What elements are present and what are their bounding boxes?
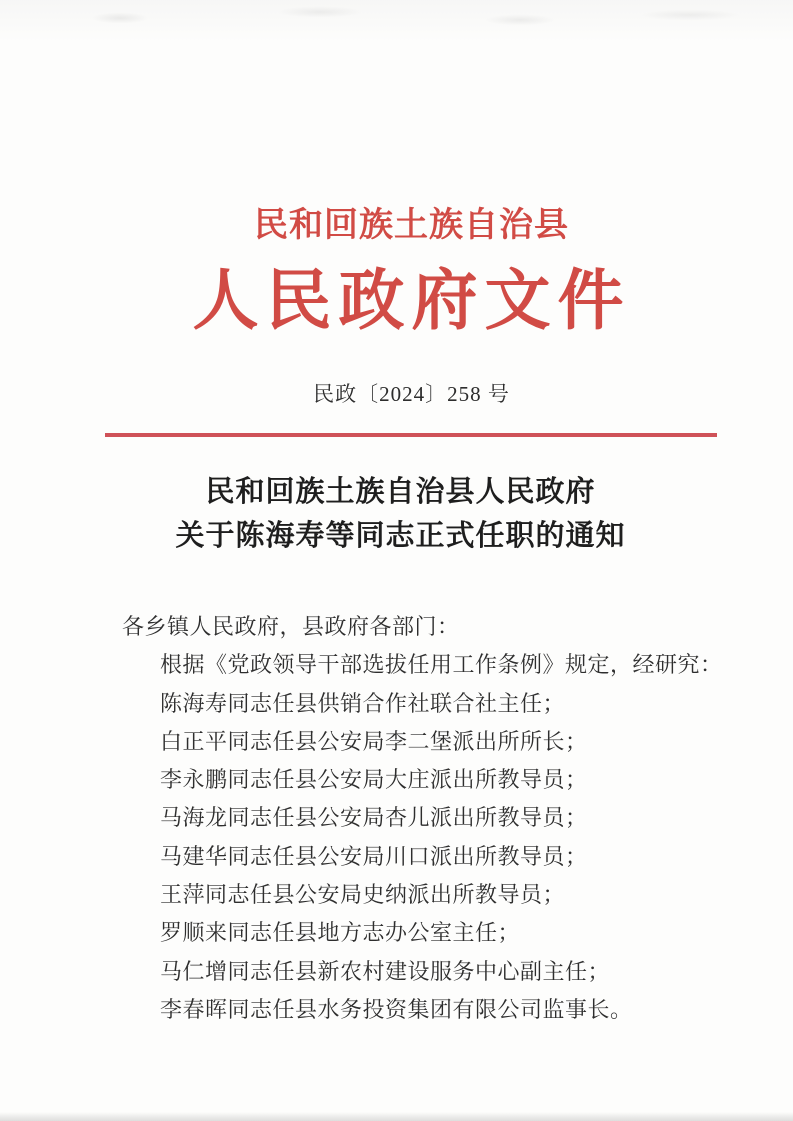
appointment-line: 马海龙同志任县公安局杏儿派出所教导员； [160,805,588,831]
document-header [15,0,793,407]
notice-body [122,608,738,1029]
appointment-line: 白正平同志任县公安局李二堡派出所所长； [160,728,588,754]
basis-line: 根据《党政领导干部选拔任用工作条例》规定，经研究： [160,652,723,678]
appointment-line: 罗顺来同志任县地方志办公室主任； [160,920,521,946]
appointment-line: 马建华同志任县公安局川口派出所教导员； [160,843,588,869]
appointment-line: 王萍同志任县公安局史纳派出所教导员； [160,882,566,908]
header-divider-rule [105,433,717,437]
appointment-line: 陈海寿同志任县供销合作社联合社主任； [160,690,566,716]
document-number: 民政〔2024〕258 号 [313,382,510,406]
scan-edge-shadow [0,1112,793,1121]
notice-title-line2: 关于陈海寿等同志正式任职的通知 [175,520,626,552]
appointment-line: 李永鹏同志任县公安局大庄派出所教导员； [160,767,588,793]
issuer-name: 民和回族土族自治县 [254,207,569,244]
appointment-line: 李春晖同志任县水务投资集团有限公司监事长。 [160,996,633,1022]
appointment-line: 马仁增同志任县新农村建设服务中心副主任； [160,958,611,984]
salutation-line: 各乡镇人民政府，县政府各部门： [122,614,460,639]
document-type-title: 人民政府文件 [192,265,631,338]
notice-title-line1: 民和回族土族自治县人民政府 [205,476,596,508]
notice-title [4,470,793,558]
